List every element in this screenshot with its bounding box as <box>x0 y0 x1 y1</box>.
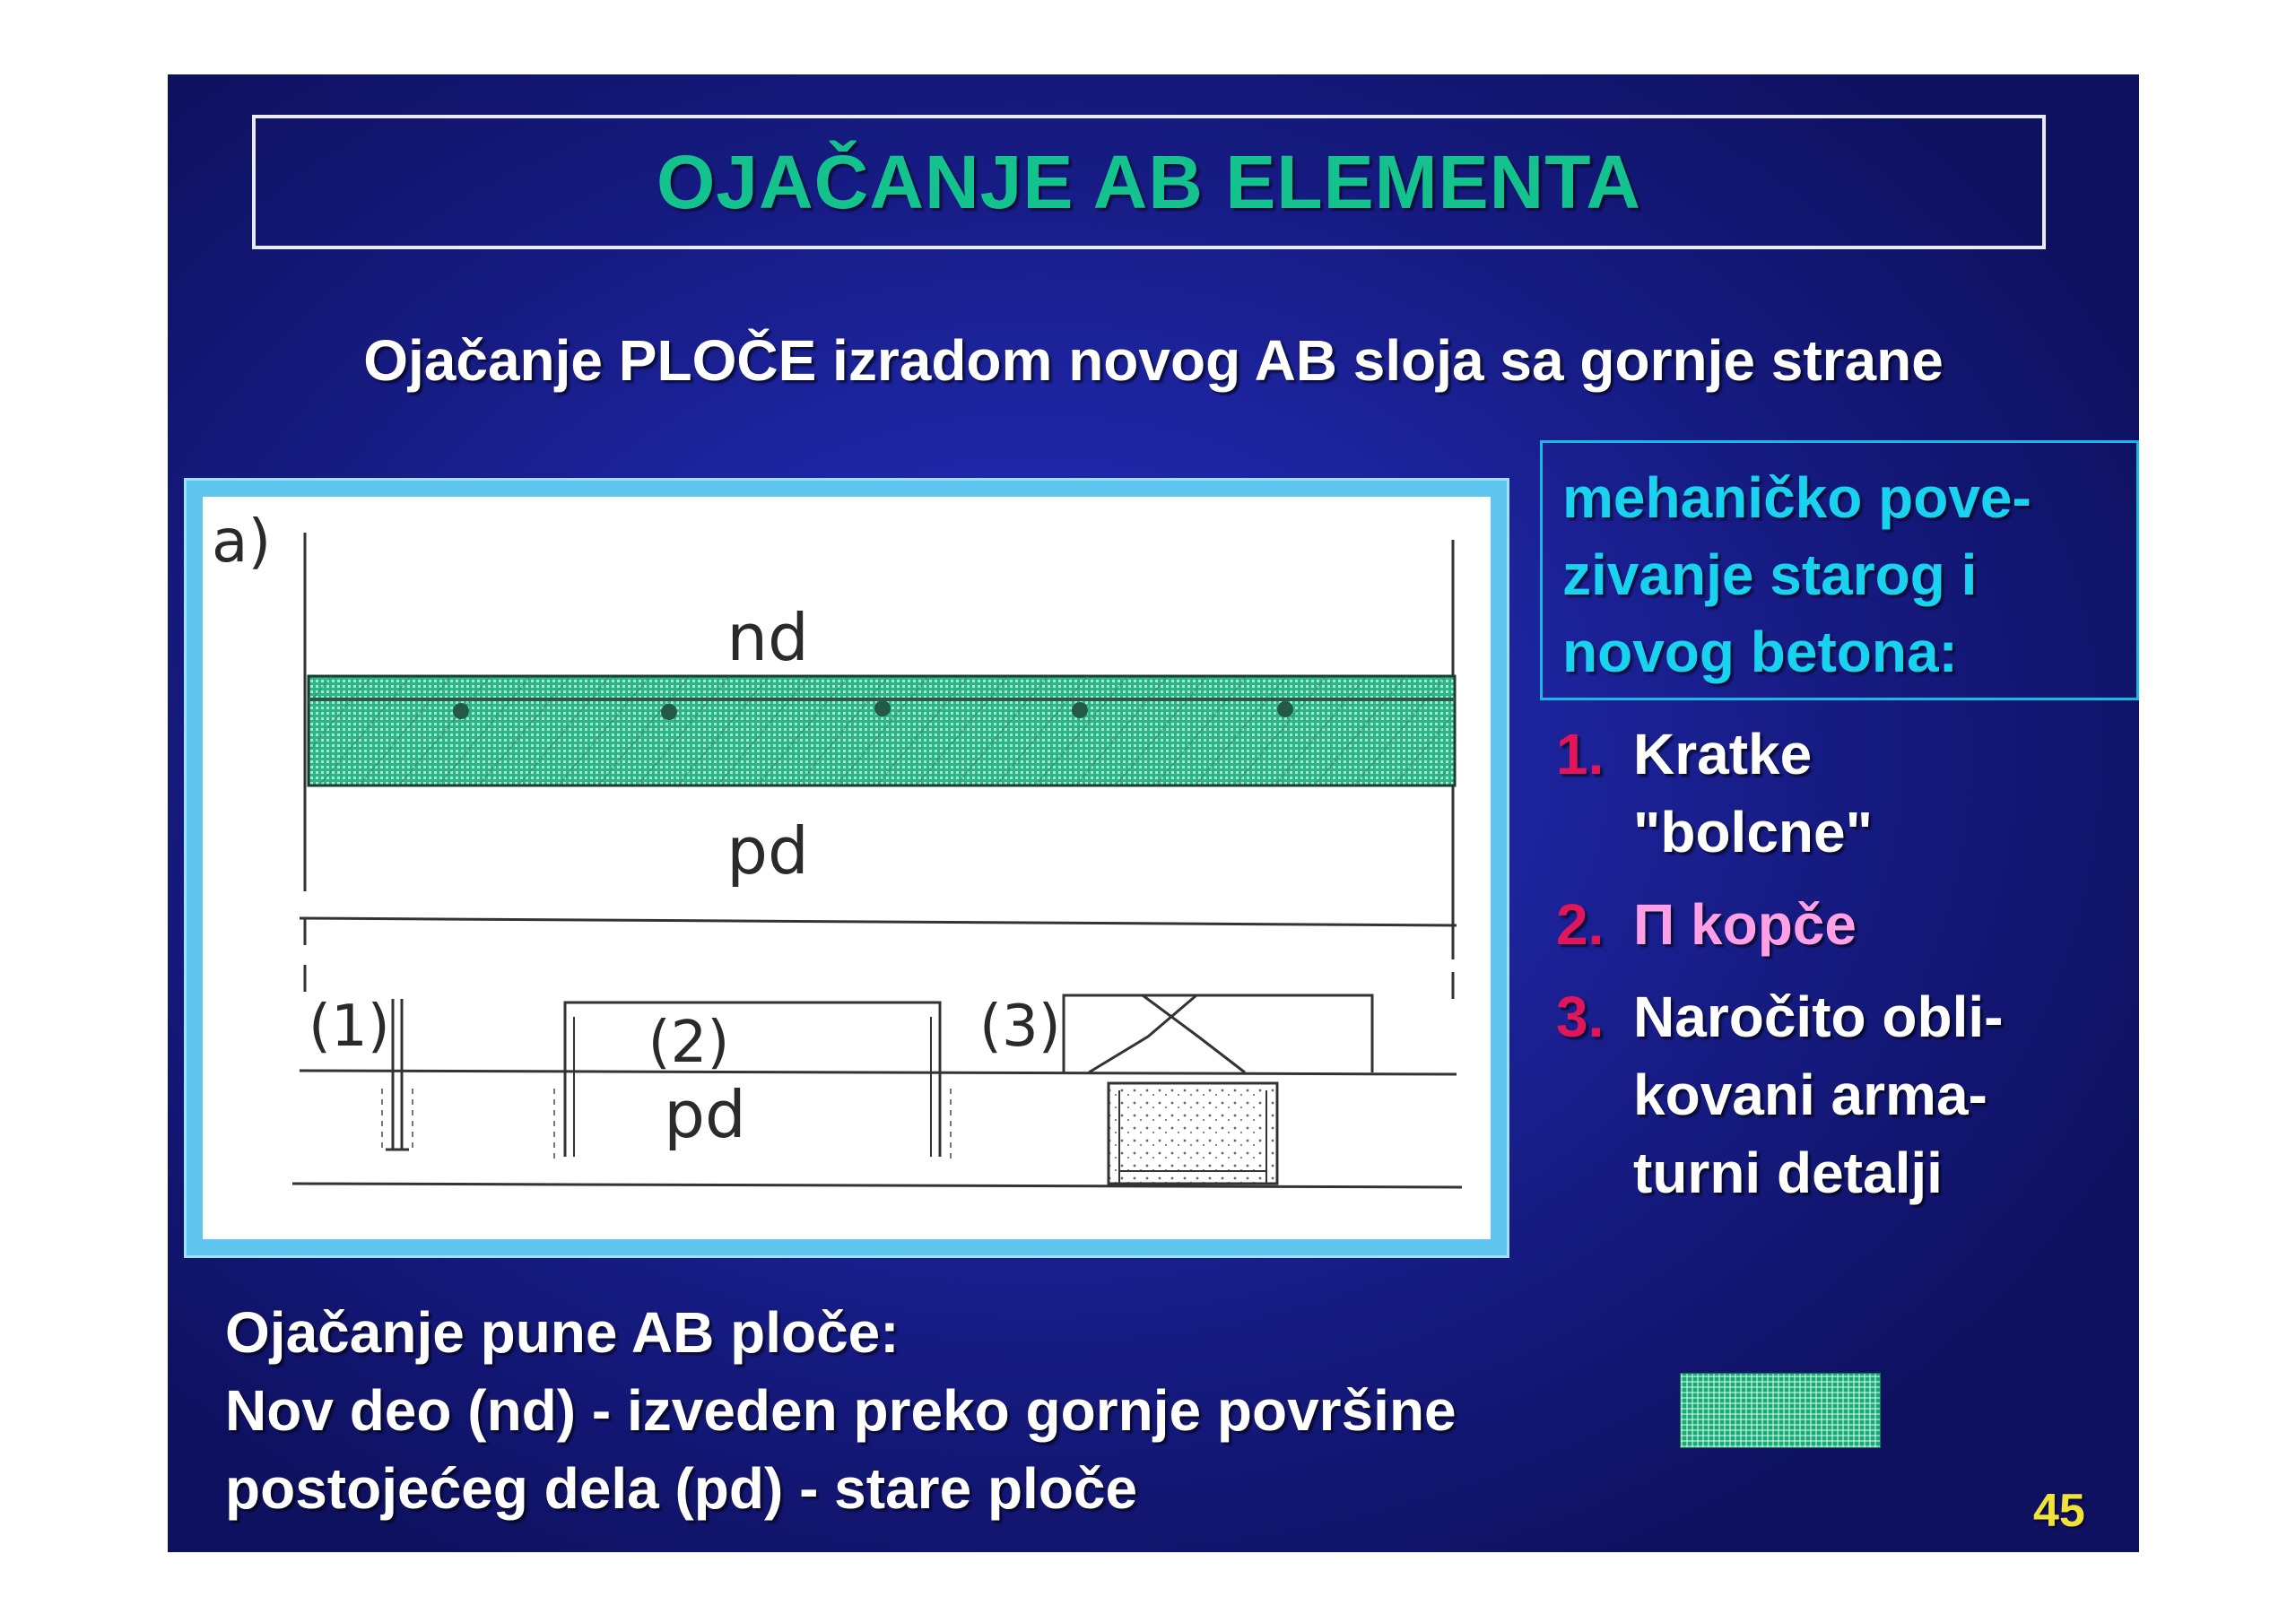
detail-bottom-line <box>292 1184 1462 1187</box>
list-item-text: kovani arma- <box>1633 1063 1987 1127</box>
list-item-text: turni detalji <box>1633 1141 1943 1205</box>
label-new-part: nd <box>726 600 809 675</box>
bottom-description <box>225 1294 1457 1528</box>
new-layer-legend-swatch <box>1680 1373 1881 1448</box>
new-layer-hatching <box>309 676 1455 785</box>
list-item-text: Kratke <box>1633 722 1813 786</box>
slide-subtitle: Ojačanje PLOČE izradom novog AB sloja sa gornje strane <box>363 328 1944 393</box>
rebar-dot <box>661 704 677 720</box>
slide-title: OJAČANJE AB ELEMENTA <box>656 139 1642 224</box>
detail-label-3: (3) <box>979 994 1061 1060</box>
connection-method-list <box>1556 716 2130 1227</box>
title-box <box>252 115 2046 249</box>
rebar-dot <box>1072 702 1088 718</box>
list-item-text: Π kopče <box>1633 892 1857 957</box>
figure-label: a) <box>212 507 272 576</box>
slab-strengthening-diagram <box>203 497 1491 1239</box>
bottom-line: Ojačanje pune AB ploče: <box>225 1300 900 1365</box>
list-item-number: 3. <box>1556 985 1605 1049</box>
label-existing-part: pd <box>726 813 809 889</box>
list-item <box>1556 886 2130 964</box>
rebar-dot <box>874 700 891 716</box>
bottom-line: Nov deo (nd) - izveden preko gornje površine <box>225 1378 1457 1443</box>
pi-clip-detail <box>554 1002 951 1160</box>
detail-label-2: (2) <box>648 1010 730 1076</box>
page-number: 45 <box>2033 1485 2085 1537</box>
detail-label-1: (1) <box>309 994 390 1060</box>
list-item-number: 2. <box>1556 892 1605 957</box>
list-item <box>1556 978 2130 1212</box>
list-item <box>1556 716 2130 872</box>
existing-slab-bottom-line <box>300 918 1457 925</box>
diagram-frame <box>184 478 1509 1258</box>
special-reinforcement-detail <box>1064 995 1372 1184</box>
list-item-text: "bolcne" <box>1633 800 1873 864</box>
bottom-line: postojećeg dela (pd) - stare ploče <box>225 1456 1138 1521</box>
list-item-text: Naročito obli- <box>1633 985 2004 1049</box>
callout-line: novog betona: <box>1562 620 1958 684</box>
callout-line: mehaničko pove- <box>1562 465 2031 530</box>
slide <box>168 74 2139 1552</box>
diagram-canvas <box>203 497 1491 1239</box>
callout-box <box>1540 440 2139 700</box>
label-existing-detail: pd <box>664 1077 746 1152</box>
rebar-dot <box>453 703 469 719</box>
list-item-number: 1. <box>1556 722 1605 786</box>
callout-line: zivanje starog i <box>1562 542 1978 607</box>
rebar-dot <box>1277 701 1293 717</box>
detail-interface-line <box>300 1071 1457 1074</box>
